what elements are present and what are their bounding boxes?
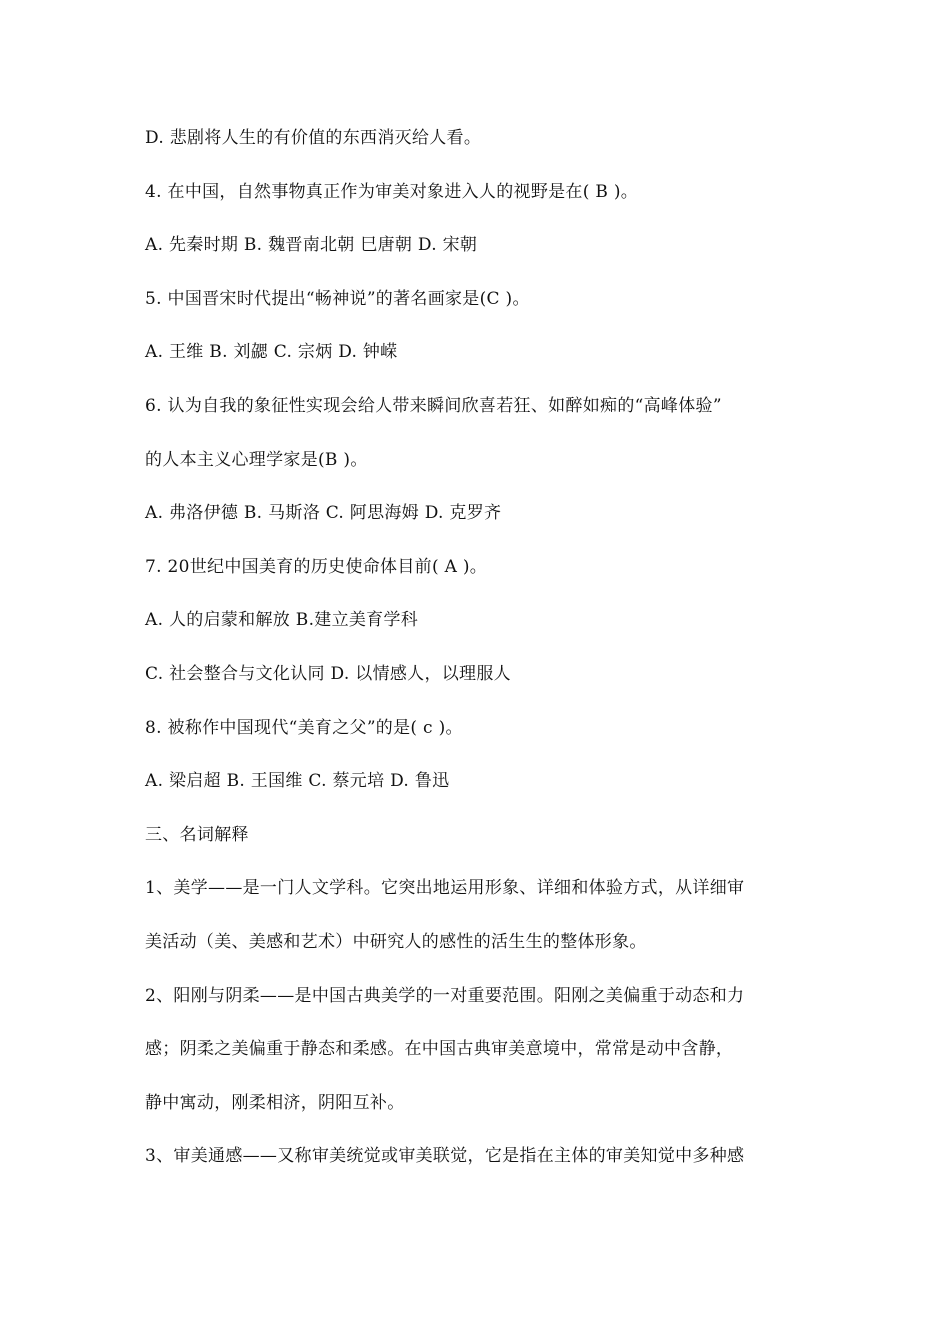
section-heading: 三、名词解释 [145,825,249,845]
text-line: D. 悲剧将人生的有价值的东西消灭给人看。 [145,128,482,148]
question-8: 8. 被称作中国现代“美育之父”的是( c )。 [145,718,463,738]
question-6-continued: 的人本主义心理学家是(B )。 [145,450,368,470]
term-2-end: 静中寓动，刚柔相济，阴阳互补。 [145,1093,405,1113]
question-7-options-row2: C. 社会整合与文化认同 D. 以情感人，以理服人 [145,664,511,684]
term-2-continued: 感；阴柔之美偏重于静态和柔感。在中国古典审美意境中，常常是动中含静， [145,1039,734,1059]
question-7: 7. 20世纪中国美育的历史使命体目前( A )。 [145,557,488,577]
question-5: 5. 中国晋宋时代提出“畅神说”的著名画家是(C )。 [145,289,530,309]
term-2: 2、阳刚与阴柔——是中国古典美学的一对重要范围。阳刚之美偏重于动态和力 [145,986,745,1006]
question-4: 4. 在中国，自然事物真正作为审美对象进入人的视野是在( B )。 [145,182,639,202]
term-1: 1、美学——是一门人文学科。它突出地运用形象、详细和体验方式，从详细审 [145,878,745,898]
question-8-options: A. 梁启超 B. 王国维 C. 蔡元培 D. 鲁迅 [145,771,450,791]
term-1-continued: 美活动（美、美感和艺术）中研究人的感性的活生生的整体形象。 [145,932,647,952]
term-3: 3、审美通感——又称审美统觉或审美联觉，它是指在主体的审美知觉中多种感 [145,1146,745,1166]
question-6: 6. 认为自我的象征性实现会给人带来瞬间欣喜若狂、如醉如痴的“高峰体验” [145,396,722,416]
question-4-options: A. 先秦时期 B. 魏晋南北朝 巳唐朝 D. 宋朝 [145,235,478,255]
question-6-options: A. 弗洛伊德 B. 马斯洛 C. 阿思海姆 D. 克罗齐 [145,503,502,523]
question-5-options: A. 王维 B. 刘勰 C. 宗炳 D. 钟嵘 [145,342,398,362]
question-7-options-row1: A. 人的启蒙和解放 B.建立美育学科 [145,610,419,630]
